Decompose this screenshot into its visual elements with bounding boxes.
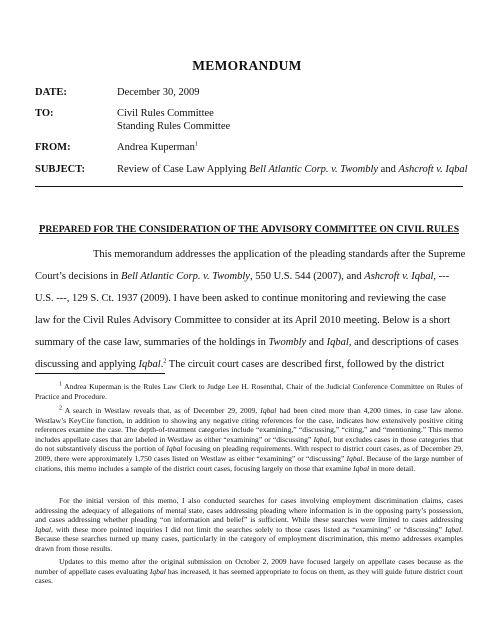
to-label: TO:: [35, 108, 54, 119]
from-label: FROM:: [35, 142, 71, 153]
footnote-2-paragraph-2: For the initial version of this memo, I also conducted searches for cases involving employment discrimination claims, cases addressing the adequacy of allegations of mental state, cases addressing pleading where information is in the opposing party’s possession, and cases addressing whether pleading “on information and belief” is sufficient. While these searches were limited to cases addressing Iqbal, with these more pointed inquiries I did not limit the searches solely to those cases listed as “examining” or “discussing” Iqbal. Because these searches turned up many cases, particularly in the category of employment discrimination, this memo addresses examples drawn from those results.: [35, 496, 463, 553]
body-line-5: summary of the case law, summaries of the holdings in Twombly and Iqbal, and descriptions of cases: [35, 337, 459, 348]
memo-title: MEMORANDUM: [192, 58, 302, 73]
body-line-3: U.S. ---, 129 S. Ct. 1937 (2009). I have been asked to continue monitoring and reviewing the case: [35, 293, 446, 304]
footnote-1: $^1$ Andrea Kuperman is the Rules Law Clerk to Judge Lee H. Rosenthal, Chair of the Judicial Conference Committee on Rules of Practice and Procedure.: [35, 381, 463, 401]
to-value-1: Civil Rules Committee: [117, 108, 214, 119]
footnote-ref-2: 2: [163, 358, 167, 365]
body-line-2: Court’s decisions in Bell Atlantic Corp. v. Twombly, 550 U.S. 544 (2007), and Ashcroft v. Iqbal, ---: [35, 271, 450, 282]
to-value-2: Standing Rules Committee: [117, 121, 231, 132]
body-line-6: discussing and applying Iqbal.$^2$ The circuit court cases are described first, followed by the district: [35, 358, 445, 370]
footnote-2: $^2$ A search in Westlaw reveals that, as of December 29, 2009, Iqbal had been cited more than 4,200 times, in case law alone. Westlaw’s KeyCite function, in addition to showing any negative citing references for the case, indicates how extensively positive citing references examine the case. The depth-of-treatment categories include “examining,” “discussing,” “citing,” and “mentioning.” This memo includes appellate cases that are labeled in Westlaw as either “examining” or “discussing” Iqbal, but excludes cases in those categories that do not substantively discuss the portion of Iqbal focusing on pleading requirements. With respect to district court cases, as of December 29, 2009, there were approximately 1,750 cases listed on Westlaw as either “examining” or “discussing” Iqbal. Because of the large number of citations, this memo includes a sample of the district court cases, focusing largely on those that examine Iqbal in more detail.: [35, 405, 463, 473]
header-divider: [35, 186, 463, 187]
date-value: December 30, 2009: [117, 87, 200, 98]
footnote-divider: [35, 373, 165, 374]
footnote-ref-1: 1: [194, 141, 198, 148]
body-line-4: law for the Civil Rules Advisory Committee to consider at its April 2010 meeting. Below is a short: [35, 315, 451, 326]
footnote-2-paragraph-3: Updates to this memo after the original submission on October 2, 2009 have focused largely on appellate cases because as the number of appellate cases evaluating Iqbal has increased, it has seemed appropriate to focus on them, as they will guide future district court cases.: [35, 557, 463, 586]
section-heading: PREPARED FOR THE CONSIDERATION OF THE ADVISORY COMMITTEE ON CIVIL RULES: [38, 224, 460, 235]
body-line-1: This memorandum addresses the application of the pleading standards after the Supreme: [93, 249, 466, 260]
subject-label: SUBJECT:: [35, 164, 85, 175]
subject-value: Review of Case Law Applying Bell Atlantic Corp. v. Twombly and Ashcroft v. Iqbal: [117, 164, 468, 175]
date-label: DATE:: [35, 87, 67, 98]
from-value: Andrea Kuperman$^1$: [117, 141, 198, 153]
